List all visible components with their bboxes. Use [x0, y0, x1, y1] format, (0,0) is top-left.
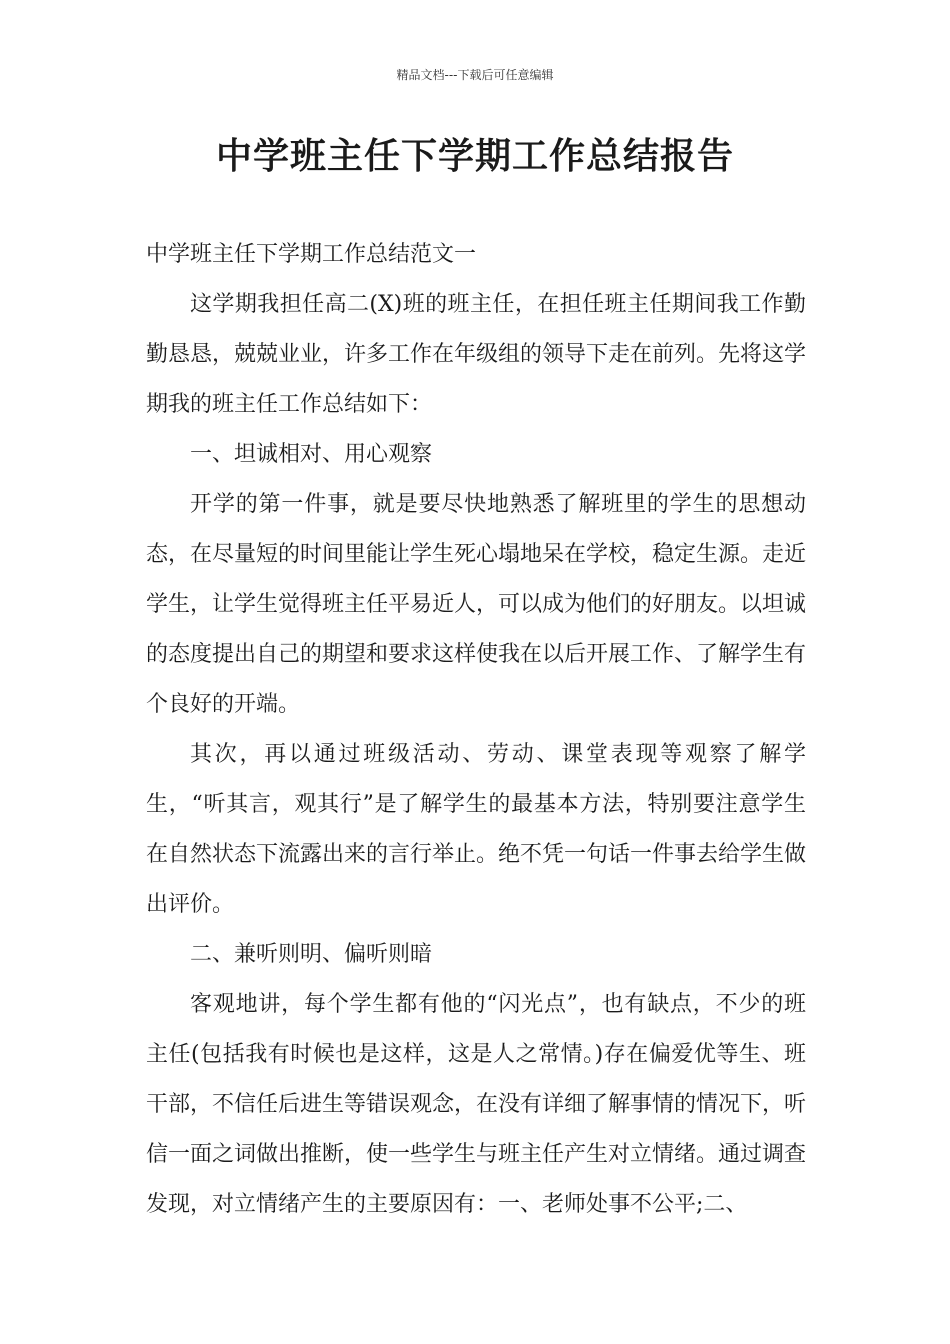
section-heading-2: 二、兼听则明、偏听则暗 — [190, 942, 433, 967]
paragraph: 其次，再以通过班级活动、劳动、课堂表现等观察了解学生，“听其言，观其行”是了解学生的最基本方法，特别要注意学生在自然状态下流露出来的言行举止。绝不凭一句话一件事去给学生做出评价。 — [146, 742, 807, 917]
paragraph: 客观地讲，每个学生都有他的“闪光点”，也有缺点，不少的班主任(包括我有时候也是这样，这是人之常情。)存在偏爱优等生、班干部，不信任后进生等错误观念，在没有详细了解事情的情况下，听信一面之词做出推断，使一些学生与班主任产生对立情绪。通过调查发现，对立情绪产生的主要原因有：一、老师处事不公平;二、 — [146, 992, 807, 1217]
header-note: 精品文档---下载后可任意编辑 — [396, 68, 554, 82]
document-title: 中学班主任下学期工作总结报告 — [215, 136, 734, 177]
section-heading-1: 一、坦诚相对、用心观察 — [190, 442, 433, 467]
paragraph: 开学的第一件事，就是要尽快地熟悉了解班里的学生的思想动态，在尽量短的时间里能让学生死心塌地呆在学校，稳定生源。走近学生，让学生觉得班主任平易近人，可以成为他们的好朋友。以坦诚的态度提出自己的期望和要求这样使我在以后开展工作、了解学生有个良好的开端。 — [146, 492, 807, 717]
document-body — [146, 230, 806, 1230]
section-subtitle: 中学班主任下学期工作总结范文一 — [146, 242, 477, 267]
paragraph-intro: 这学期我担任高二(X)班的班主任，在担任班主任期间我工作勤勤恳恳，兢兢业业，许多工作在年级组的领导下走在前列。先将这学期我的班主任工作总结如下： — [146, 292, 807, 417]
